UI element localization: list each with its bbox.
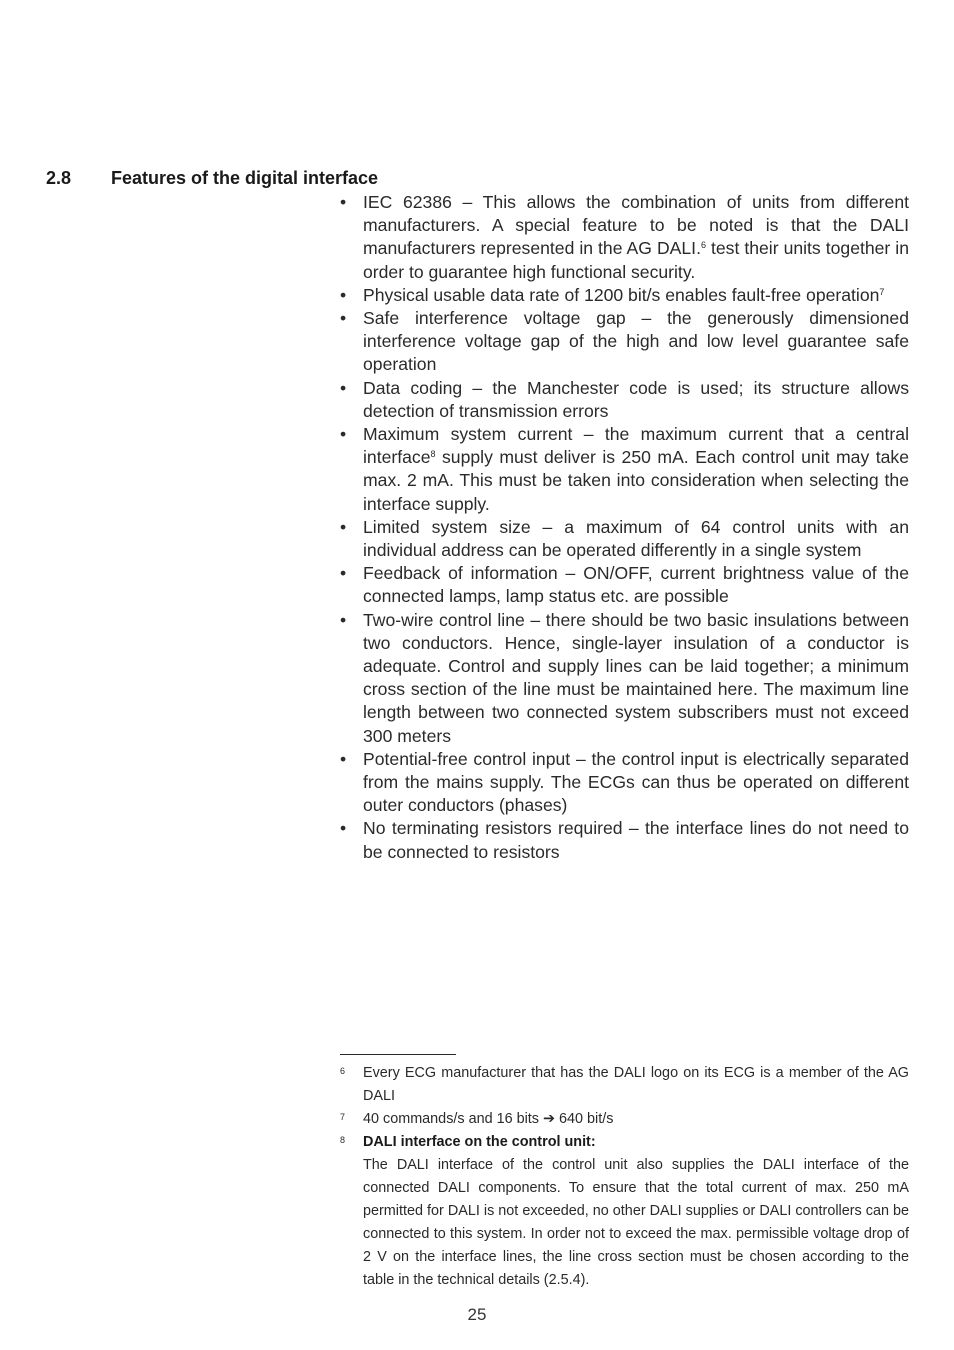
- bullet-icon: •: [340, 192, 347, 212]
- list-item: • Limited system size – a maximum of 64 control units with an individual address can be operated differently in a single system: [340, 516, 909, 561]
- footnote-7: [340, 1108, 909, 1131]
- bullet-icon: •: [340, 818, 347, 839]
- list-item: • Two-wire control line – there should be two basic insulations between two conductors. Hence, single-layer insulation of a conductor is adequate. Control and supply lines can be laid together; a minimum cross section of the line must be maintained here. The maximum line length between two connected system subscribers must not exceed 300 meters: [340, 609, 909, 746]
- footnote-divider: [340, 1054, 456, 1055]
- list-item: • Feedback of information – ON/OFF, current brightness value of the connected lamps, lamp status etc. are possible: [340, 563, 909, 607]
- bullet-icon: •: [340, 563, 347, 584]
- bullet-icon: •: [340, 516, 347, 537]
- section-title: Features of the digital interface: [111, 168, 379, 188]
- list-item: • Data coding – the Manchester code is used; its structure allows detection of transmission errors: [340, 377, 909, 421]
- footnote-text: 40 commands/s and 16 bits ➔ 640 bit/s: [363, 1111, 614, 1127]
- list-item: • IEC 62386 – This allows the combination of units from different manufacturers. A special feature to be noted is that the DALI manufacturers represented in the AG DALI.$^6$ test their units together in order to guarantee high functional security.: [340, 192, 909, 282]
- list-item: • Physical usable data rate of 1200 bit/s enables fault-free operation$^7$: [340, 284, 909, 307]
- bullet-icon: •: [340, 284, 347, 305]
- feature-list: [340, 191, 909, 864]
- footnote-title: DALI interface on the control unit:: [363, 1134, 596, 1150]
- section-heading: [46, 168, 378, 189]
- footnotes: [340, 1062, 909, 1292]
- footnote-ref[interactable]: 8: [430, 449, 436, 460]
- footnote-text: The DALI interface of the control unit also supplies the DALI interface of the connected DALI components. To ensure that the total current of max. 250 mA permitted for DALI is not exceeded, no other DALI supplies or DALI controllers can be connected to this system. In order not to exceed the max. permissible voltage drop of 2 V on the interface lines, the line cross section must be chosen according to the table in the technical details (2.5.4).: [363, 1157, 909, 1288]
- bullet-icon: •: [340, 748, 347, 769]
- section-number: 2.8: [46, 168, 72, 188]
- footnote-mark: 6: [340, 1066, 346, 1076]
- footnote-text: Every ECG manufacturer that has the DALI logo on its ECG is a member of the AG DALI: [363, 1065, 909, 1104]
- footnote-ref[interactable]: 6: [700, 240, 706, 251]
- footnote-6: [340, 1062, 909, 1108]
- list-item: • No terminating resistors required – the interface lines do not need to be connected to resistors: [340, 818, 909, 862]
- bullet-icon: •: [340, 424, 347, 445]
- bullet-icon: •: [340, 609, 347, 630]
- footnote-8: [340, 1131, 909, 1292]
- footnote-mark: 8: [340, 1135, 346, 1145]
- list-item: • Maximum system current – the maximum current that a central interface$^8$ supply must deliver is 250 mA. Each control unit may take max. 2 mA. This must be taken into consideration when selecting the interface supply.: [340, 424, 909, 514]
- bullet-icon: •: [340, 377, 347, 398]
- footnote-mark: 7: [340, 1112, 346, 1122]
- bullet-icon: •: [340, 308, 347, 329]
- list-item: • Potential-free control input – the control input is electrically separated from the mains supply. The ECGs can thus be operated on different outer conductors (phases): [340, 748, 909, 816]
- list-item: • Safe interference voltage gap – the generously dimensioned interference voltage gap of the high and low level guarantee safe operation: [340, 308, 909, 375]
- footnote-ref[interactable]: 7: [879, 286, 885, 297]
- page-number: 25: [467, 1305, 487, 1324]
